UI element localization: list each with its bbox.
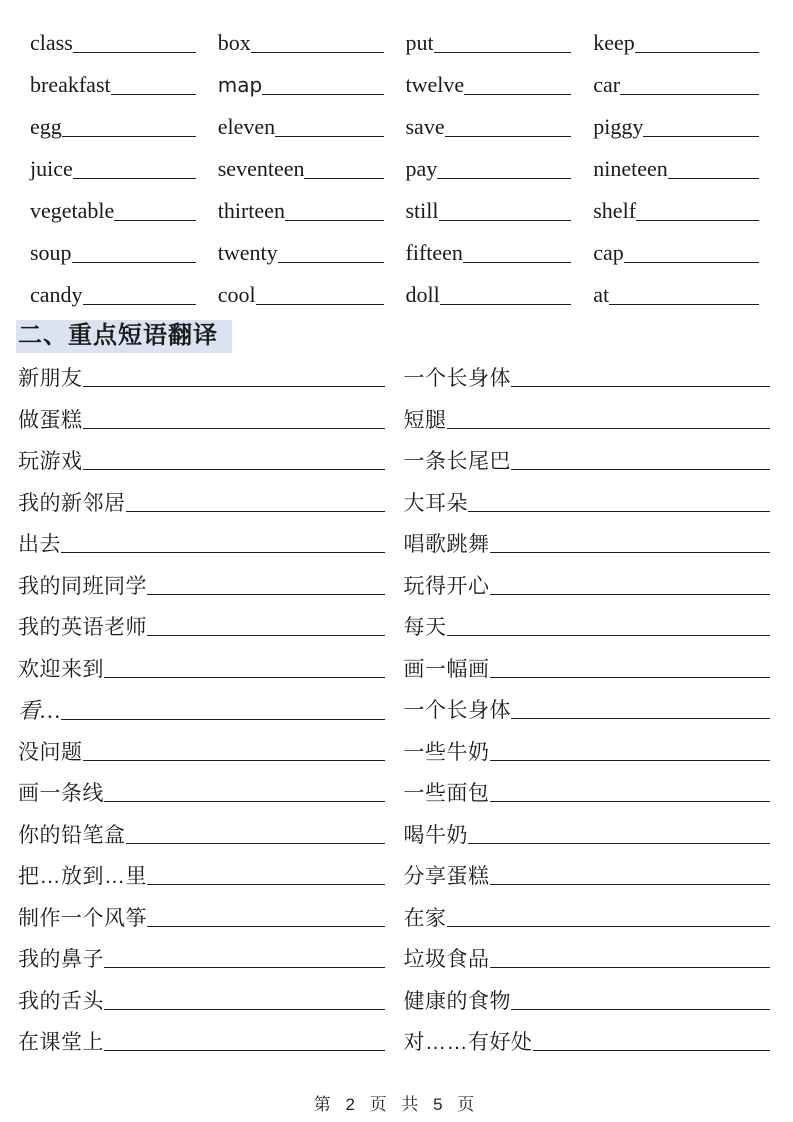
phrase-cell-left — [18, 1022, 385, 1064]
answer-blank-line — [447, 926, 771, 927]
answer-blank-line — [275, 136, 383, 137]
vocab-word: twenty — [217, 240, 278, 265]
phrase-cell-right — [404, 856, 771, 898]
page-footer: 第 2 页 共 5 页 — [313, 1095, 480, 1114]
phrase-label: 健康的食物 — [403, 989, 511, 1013]
answer-blank-line — [447, 635, 771, 636]
vocab-word: save — [405, 114, 445, 139]
phrase-label: 在课堂上 — [18, 1031, 104, 1054]
phrase-label: 在家 — [403, 906, 447, 930]
answer-blank-line — [147, 594, 385, 595]
phrase-label: 制作一个风筝 — [18, 906, 147, 930]
vocab-cell — [406, 190, 572, 232]
phrase-cell-left — [18, 898, 385, 940]
answer-blank-line — [511, 386, 770, 387]
answer-blank-line — [72, 262, 196, 263]
answer-blank-line — [104, 1009, 385, 1010]
answer-blank-line — [464, 94, 571, 95]
vocab-cell — [218, 64, 384, 106]
answer-blank-line — [463, 262, 571, 263]
phrase-label: 我的新邻居 — [18, 491, 126, 515]
answer-blank-line — [490, 594, 771, 595]
phrase-label: 玩游戏 — [18, 450, 83, 473]
vocab-cell — [406, 274, 572, 316]
phrase-cell-left — [18, 358, 385, 400]
vocab-cell — [593, 64, 759, 106]
answer-blank-line — [490, 760, 771, 761]
vocab-cell — [30, 22, 196, 64]
vocab-cell — [593, 22, 759, 64]
vocab-cell — [218, 274, 384, 316]
phrase-cell-right — [404, 1022, 771, 1064]
vocab-word: keep — [593, 30, 635, 55]
answer-blank-line — [490, 884, 771, 885]
phrase-cell-right — [404, 898, 771, 940]
answer-blank-line — [256, 304, 384, 305]
vocab-word: cool — [217, 282, 256, 307]
vocab-cell — [218, 22, 384, 64]
answer-blank-line — [624, 262, 759, 263]
answer-blank-line — [73, 52, 196, 53]
vocab-cell — [218, 232, 384, 274]
phrase-label: 每天 — [403, 616, 447, 639]
answer-blank-line — [440, 304, 572, 305]
phrase-cell-left — [18, 732, 385, 774]
phrase-label: 欢迎来到 — [18, 657, 104, 681]
phrase-label: 唱歌跳舞 — [403, 533, 490, 556]
vocab-word: soup — [30, 240, 72, 265]
phrase-label: 我的鼻子 — [18, 948, 104, 971]
answer-blank-line — [511, 1009, 770, 1010]
answer-blank-line — [643, 136, 759, 137]
answer-blank-line — [635, 52, 759, 53]
phrase-label: 一些面包 — [403, 782, 490, 805]
vocab-word: still — [405, 198, 439, 223]
phrase-label: 大耳朵 — [403, 491, 468, 515]
answer-blank-line — [620, 94, 759, 95]
vocab-word: at — [593, 282, 610, 307]
vocab-word: egg — [30, 114, 62, 139]
phrase-label: 画一幅画 — [403, 657, 490, 681]
vocab-cell — [406, 232, 572, 274]
answer-blank-line — [447, 428, 771, 429]
vocab-word: box — [217, 30, 251, 55]
phrase-label: 垃圾食品 — [403, 948, 490, 971]
phrase-cell-right — [404, 441, 771, 483]
vocab-cell — [218, 106, 384, 148]
phrase-cell-right — [404, 815, 771, 857]
phrase-list — [0, 353, 793, 1064]
vocab-word: map — [217, 73, 263, 97]
phrase-label: 我的同班同学 — [18, 574, 147, 598]
vocab-cell — [30, 274, 196, 316]
phrase-label: 新朋友 — [18, 367, 83, 390]
answer-blank-line — [147, 884, 385, 885]
phrase-cell-right — [404, 690, 771, 732]
answer-blank-line — [104, 801, 385, 802]
phrase-cell-right — [404, 649, 771, 691]
section-heading — [16, 319, 793, 353]
answer-blank-line — [285, 220, 384, 221]
vocab-cell — [406, 148, 572, 190]
answer-blank-line — [609, 304, 759, 305]
answer-blank-line — [126, 843, 385, 844]
answer-blank-line — [83, 428, 385, 429]
vocab-word: eleven — [217, 114, 276, 139]
vocab-word: shelf — [593, 198, 637, 223]
answer-blank-line — [126, 511, 385, 512]
phrase-cell-right — [404, 773, 771, 815]
vocab-cell — [30, 148, 196, 190]
answer-blank-line — [439, 220, 572, 221]
answer-blank-line — [104, 677, 385, 678]
answer-blank-line — [490, 677, 771, 678]
answer-blank-line — [83, 386, 385, 387]
phrase-cell-left — [18, 815, 385, 857]
answer-blank-line — [147, 926, 385, 927]
vocab-word: car — [593, 72, 621, 97]
answer-blank-line — [147, 635, 385, 636]
phrase-cell-right — [404, 524, 771, 566]
vocab-cell — [30, 232, 196, 274]
vocab-cell — [593, 148, 759, 190]
phrase-label: 没问题 — [18, 740, 83, 764]
vocab-cell — [593, 190, 759, 232]
vocab-word: cap — [593, 240, 624, 265]
section-heading-text: 二、重点短语翻译 — [16, 320, 232, 353]
phrase-cell-right — [404, 607, 771, 649]
phrase-label: 我的英语老师 — [18, 616, 147, 639]
phrase-cell-left — [18, 649, 385, 691]
phrase-label: 一条长尾巴 — [403, 450, 511, 473]
vocab-cell — [406, 22, 572, 64]
phrase-label: 分享蛋糕 — [403, 865, 490, 888]
phrase-cell-left — [18, 483, 385, 525]
answer-blank-line — [104, 1050, 385, 1051]
vocab-word: put — [405, 30, 434, 55]
answer-blank-line — [490, 967, 771, 968]
phrase-label: 一个长身体 — [403, 367, 511, 390]
vocab-word: nineteen — [593, 156, 668, 181]
phrase-cell-right — [404, 566, 771, 608]
answer-blank-line — [83, 469, 385, 470]
answer-blank-line — [533, 1050, 771, 1051]
vocab-cell — [30, 64, 196, 106]
answer-blank-line — [668, 178, 759, 179]
phrase-cell-left — [18, 939, 385, 981]
vocab-word: fifteen — [405, 240, 463, 265]
answer-blank-line — [61, 719, 385, 720]
answer-blank-line — [104, 967, 385, 968]
answer-blank-line — [62, 136, 196, 137]
phrase-label: 把…放到…里 — [18, 865, 147, 888]
answer-blank-line — [437, 178, 571, 179]
phrase-cell-left — [18, 981, 385, 1023]
answer-blank-line — [468, 843, 770, 844]
answer-blank-line — [61, 552, 385, 553]
answer-blank-line — [490, 552, 771, 553]
answer-blank-line — [468, 511, 770, 512]
vocab-cell — [30, 106, 196, 148]
answer-blank-line — [278, 262, 384, 263]
answer-blank-line — [511, 469, 770, 470]
vocab-cell — [406, 64, 572, 106]
vocab-word: seventeen — [217, 156, 305, 181]
phrase-cell-left — [18, 773, 385, 815]
phrase-cell-right — [404, 732, 771, 774]
phrase-cell-left — [18, 566, 385, 608]
phrase-cell-right — [404, 400, 771, 442]
phrase-label: 看… — [18, 698, 61, 723]
phrase-label: 出去 — [18, 533, 61, 556]
vocab-word: class — [30, 30, 73, 55]
vocab-word: juice — [30, 156, 73, 181]
answer-blank-line — [251, 52, 384, 53]
answer-blank-line — [111, 94, 196, 95]
answer-blank-line — [445, 136, 572, 137]
vocab-word: doll — [405, 282, 440, 307]
vocab-word: piggy — [593, 114, 644, 139]
vocab-cell — [218, 148, 384, 190]
vocab-word: candy — [30, 282, 83, 307]
answer-blank-line — [83, 304, 196, 305]
phrase-cell-left — [18, 607, 385, 649]
phrase-cell-left — [18, 400, 385, 442]
answer-blank-line — [73, 178, 196, 179]
phrase-label: 你的铅笔盒 — [18, 823, 126, 847]
vocab-cell — [593, 232, 759, 274]
phrase-label: 喝牛奶 — [403, 823, 468, 847]
phrase-cell-left — [18, 441, 385, 483]
vocab-cell — [218, 190, 384, 232]
phrase-cell-left — [18, 690, 385, 732]
phrase-cell-right — [404, 939, 771, 981]
phrase-label: 短腿 — [403, 408, 447, 432]
vocab-word: twelve — [405, 72, 465, 97]
phrase-label: 做蛋糕 — [18, 408, 83, 432]
phrase-label: 一个长身体 — [403, 699, 511, 722]
phrase-cell-right — [404, 358, 771, 400]
answer-blank-line — [114, 220, 195, 221]
phrase-label: 一些牛奶 — [403, 740, 490, 764]
answer-blank-line — [490, 801, 771, 802]
phrase-label: 画一条线 — [18, 782, 104, 805]
phrase-cell-right — [404, 483, 771, 525]
phrase-cell-right — [404, 981, 771, 1023]
phrase-label: 玩得开心 — [403, 574, 490, 598]
answer-blank-line — [511, 718, 770, 719]
answer-blank-line — [434, 52, 572, 53]
vocab-word: thirteen — [217, 198, 285, 223]
phrase-label: 对……有好处 — [403, 1031, 533, 1054]
vocab-word: breakfast — [30, 72, 111, 97]
vocab-word: pay — [405, 156, 438, 181]
vocab-grid — [0, 0, 793, 316]
phrase-cell-left — [18, 524, 385, 566]
vocab-cell — [593, 106, 759, 148]
vocab-cell — [406, 106, 572, 148]
answer-blank-line — [83, 760, 385, 761]
vocab-cell — [30, 190, 196, 232]
phrase-label: 我的舌头 — [18, 989, 104, 1013]
answer-blank-line — [304, 178, 383, 179]
vocab-word: vegetable — [30, 198, 115, 223]
answer-blank-line — [636, 220, 759, 221]
answer-blank-line — [262, 94, 383, 95]
phrase-cell-left — [18, 856, 385, 898]
vocab-cell — [593, 274, 759, 316]
